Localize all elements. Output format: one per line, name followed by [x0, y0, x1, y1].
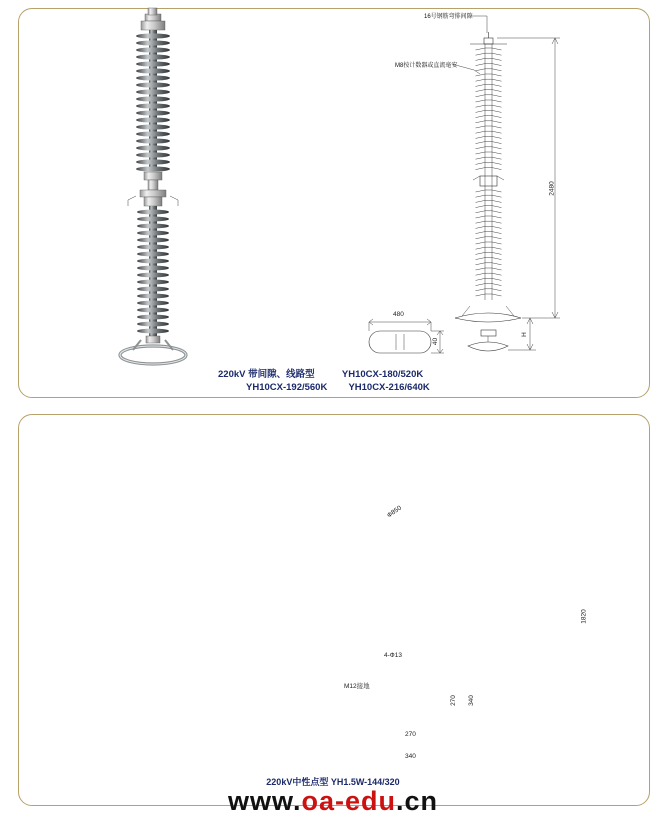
overall-height-dim: 2480 — [548, 181, 556, 196]
bracket-note-label: M8按计数器或直流毫安 — [395, 63, 458, 69]
watermark — [0, 786, 666, 817]
top-caption-line1 — [218, 366, 423, 380]
panel-bottom-arrester-drawing — [18, 414, 650, 806]
gap-width-dim: 480 — [393, 311, 404, 318]
watermark-part-2: oa-edu — [301, 786, 396, 816]
top-caption-line2 — [246, 382, 430, 393]
arrester-photo-top-left — [120, 8, 186, 364]
top-caption-model-3: YH10CX-216/640K — [348, 382, 430, 393]
body-height-dim: 1820 — [580, 609, 588, 624]
gap-height-dim: 40 — [432, 337, 440, 346]
gap-detail-view — [369, 319, 444, 353]
top-caption-model-2: YH10CX-192/560K — [246, 382, 328, 393]
watermark-part-3: .cn — [396, 786, 439, 816]
base-height-dim: H — [520, 332, 528, 337]
watermark-part-1: www. — [227, 786, 302, 816]
hole-spec-dim: 4-Ф13 — [384, 652, 402, 659]
ground-note-label: M12接地 — [344, 683, 370, 690]
plate-inner-vert-dim: 270 — [449, 695, 457, 706]
top-caption-prefix: 220kV 带间隙、线路型 — [218, 369, 315, 380]
plate-outer-horiz-dim: 340 — [405, 753, 416, 760]
plate-outer-vert-dim: 340 — [467, 695, 475, 706]
ring-diameter-dim: Ф850 — [385, 504, 403, 520]
top-caption-model-1: YH10CX-180/520K — [341, 369, 424, 380]
plate-inner-horiz-dim: 270 — [405, 731, 416, 738]
top-bolt-note-label: 16号钢筋弯排间隙 — [424, 14, 473, 20]
bottom-caption: 220kV中性点型 YH1.5W-144/320 — [266, 777, 400, 787]
